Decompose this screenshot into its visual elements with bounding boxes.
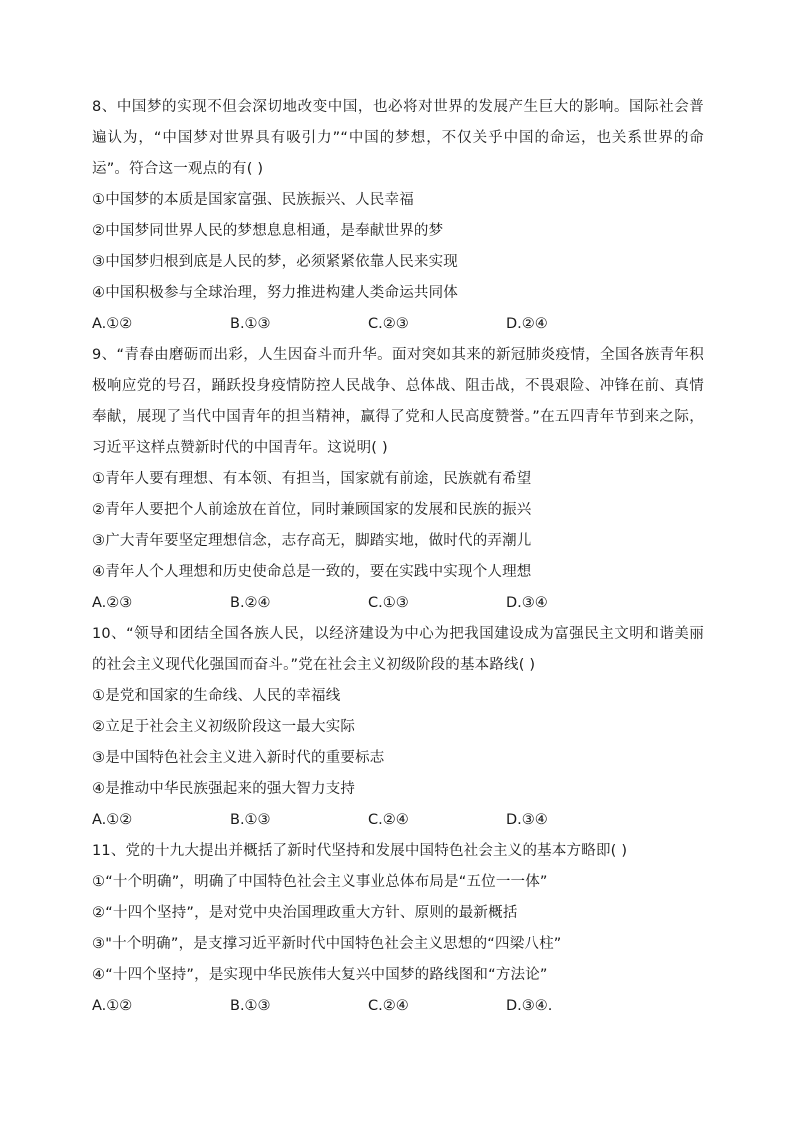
question-stem: 10、“领导和团结全国各族人民，以经济建设为中心为把我国建设成为富强民主文明和谐美丽的社会主义现代化强国而奋斗。”党在社会主义初级阶段的基本路线( )	[92, 626, 704, 673]
choice-a[interactable]: A.①②	[92, 316, 133, 332]
statement: ①中国梦的本质是国家富强、民族振兴、人民幸福	[92, 192, 414, 208]
statement: ①是党和国家的生命线、人民的幸福线	[92, 688, 341, 704]
choice-a[interactable]: A.①②	[92, 812, 133, 828]
choice-d[interactable]: D.③④	[506, 595, 548, 611]
question-stem: 9、“青春由磨砺而出彩，人生因奋斗而升华。面对突如其来的新冠肺炎疫情，全国各族青年积极响应党的号召，踊跃投身疫情防控人民战争、总体战、阻击战，不畏艰险、冲锋在前、真情奉献，展现了当代中国青年的担当精神，赢得了党和人民高度赞誉。”在五四青年节到来之际，习近平这样点赞新时代的中国青年。这说明( )	[92, 347, 704, 456]
answer-choices	[92, 805, 704, 836]
choice-b[interactable]: B.①③	[230, 812, 271, 828]
question-stem: 11、党的十九大提出并概括了新时代坚持和发展中国特色社会主义的基本方略即( )	[92, 843, 628, 859]
statement: ④是推动中华民族强起来的强大智力支持	[92, 781, 356, 797]
statement: ②立足于社会主义初级阶段这一最大实际	[92, 719, 356, 735]
question-10	[92, 619, 704, 836]
statement: ①青年人要有理想、有本领、有担当，国家就有前途，民族就有希望	[92, 471, 532, 487]
choice-d[interactable]: D.②④	[506, 316, 548, 332]
choice-c[interactable]: C.①③	[368, 595, 409, 611]
choice-b[interactable]: B.②④	[230, 595, 271, 611]
choice-d[interactable]: D.③④	[506, 812, 548, 828]
choice-b[interactable]: B.①③	[230, 316, 271, 332]
question-stem: 8、中国梦的实现不但会深切地改变中国，也必将对世界的发展产生巨大的影响。国际社会普遍认为，“中国梦对世界具有吸引力”“中国的梦想，不仅关乎中国的命运，也关系世界的命运”。符合这一观点的有( )	[92, 99, 704, 177]
choice-b[interactable]: B.①③	[230, 998, 271, 1014]
question-11	[92, 836, 704, 1022]
choice-c[interactable]: C.②④	[368, 998, 409, 1014]
choice-c[interactable]: C.②④	[368, 812, 409, 828]
statement: ③广大青年要坚定理想信念，志存高无，脚踏实地，做时代的弄潮儿	[92, 533, 532, 549]
answer-choices	[92, 309, 704, 340]
statement: ③"十个明确”，是支撑习近平新时代中国特色社会主义思想的“四梁八柱”	[92, 936, 562, 952]
statement: ②中国梦同世界人民的梦想息息相通，是奉献世界的梦	[92, 223, 444, 239]
question-8	[92, 92, 704, 340]
choice-d[interactable]: D.③④.	[506, 998, 553, 1014]
choice-a[interactable]: A.②③	[92, 595, 133, 611]
statement: ①“十个明确”，明确了中国特色社会主义事业总体布局是“五位一一体”	[92, 874, 548, 890]
statement: ④中国积极参与全球治理，努力推进构建人类命运共同体	[92, 285, 458, 301]
statement: ③中国梦归根到底是人民的梦，必须紧紧依靠人民来实现	[92, 254, 458, 270]
answer-choices	[92, 991, 704, 1022]
statement: ④“十四个坚持”，是实现中华民族伟大复兴中国梦的路线图和“方法论”	[92, 967, 548, 983]
answer-choices	[92, 588, 704, 619]
statement: ④青年人个人理想和历史使命总是一致的，要在实践中实现个人理想	[92, 564, 532, 580]
choice-c[interactable]: C.②③	[368, 316, 409, 332]
statement: ②青年人要把个人前途放在首位，同时兼顾国家的发展和民族的振兴	[92, 502, 532, 518]
statement: ③是中国特色社会主义进入新时代的重要标志	[92, 750, 385, 766]
exam-page	[92, 92, 704, 1022]
choice-a[interactable]: A.①②	[92, 998, 133, 1014]
statement: ②“十四个坚持”，是对党中央治国理政重大方针、原则的最新概括	[92, 905, 518, 921]
question-9	[92, 340, 704, 619]
